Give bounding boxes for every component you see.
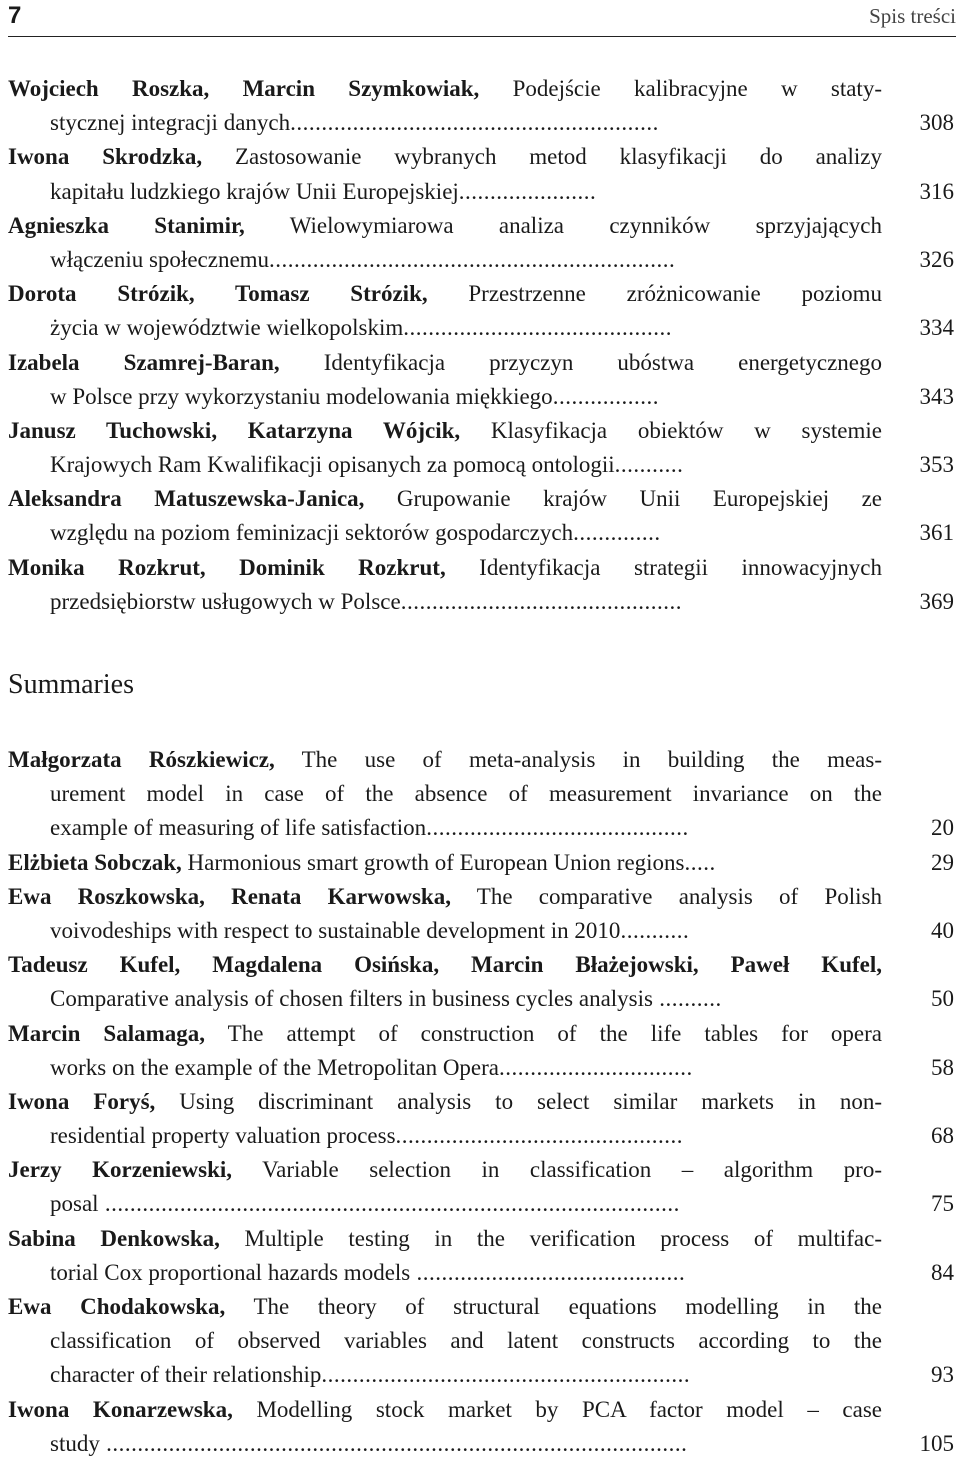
toc-entry-line bbox=[8, 277, 882, 311]
entry-page-number: 326 bbox=[919, 246, 954, 272]
toc-entry-line bbox=[8, 1222, 882, 1256]
toc-entry[interactable] bbox=[8, 1085, 954, 1153]
toc-entry-line bbox=[8, 1324, 882, 1358]
entry-page-number: 316 bbox=[919, 178, 954, 204]
toc-entry[interactable] bbox=[8, 414, 954, 482]
entry-title: Podejście kalibracyjne w staty- bbox=[479, 76, 882, 101]
toc-entry-line bbox=[8, 1119, 882, 1153]
entry-authors: Aleksandra Matuszewska-Janica, bbox=[8, 486, 365, 512]
toc-entry-line bbox=[8, 1393, 882, 1427]
toc-entry-line bbox=[8, 948, 882, 982]
toc-entry[interactable] bbox=[8, 277, 954, 345]
toc-entry-line bbox=[8, 743, 882, 777]
dot-leader: ............................................................................................. bbox=[99, 1430, 688, 1456]
toc-entry-line bbox=[8, 106, 882, 140]
entry-authors: Iwona Foryś, bbox=[8, 1088, 156, 1114]
toc-entry-line bbox=[8, 1427, 882, 1461]
toc-entry[interactable] bbox=[8, 551, 954, 619]
entry-authors: Dorota Strózik, Tomasz Strózik, bbox=[8, 281, 428, 307]
toc-entry-line bbox=[8, 482, 882, 516]
entry-title: torial Cox proportional hazards models bbox=[50, 1259, 411, 1285]
toc-entry-line bbox=[8, 414, 882, 448]
entry-title: kapitału ludzkiego krajów Unii Europejskiej bbox=[50, 178, 459, 204]
toc-entry[interactable] bbox=[8, 482, 954, 550]
toc-entry-line bbox=[8, 551, 882, 585]
entry-authors: Monika Rozkrut, Dominik Rozkrut, bbox=[8, 554, 446, 580]
entry-title: Wielowymiarowa analiza czynników sprzyjających bbox=[244, 212, 882, 238]
entry-title: character of their relationship bbox=[50, 1362, 322, 1388]
entry-authors: Iwona Skrodzka, bbox=[8, 144, 203, 170]
entry-authors: Jerzy Korzeniewski, bbox=[8, 1157, 233, 1183]
entry-page-number: 93 bbox=[931, 1362, 954, 1388]
entry-page-number: 334 bbox=[919, 315, 954, 341]
entry-title: Comparative analysis of chosen filters in business cycles analysis bbox=[50, 986, 653, 1012]
entry-title: The theory of structural equations modelling in the bbox=[225, 1294, 882, 1319]
dot-leader: ............................................. bbox=[400, 588, 682, 614]
entry-page-number: 29 bbox=[931, 849, 954, 875]
entry-title: classification of observed variables and latent constructs according to the bbox=[50, 1328, 882, 1354]
toc-entry[interactable] bbox=[8, 1393, 954, 1461]
entry-title: Zastosowanie wybranych metod klasyfikacji do analizy bbox=[202, 144, 882, 170]
toc-entry-line bbox=[8, 346, 882, 380]
toc-entry[interactable] bbox=[8, 880, 954, 948]
toc-entry[interactable] bbox=[8, 209, 954, 277]
dot-leader: ........................................................... bbox=[290, 110, 659, 136]
entry-title: Grupowanie krajów Unii Europejskiej ze bbox=[364, 486, 882, 512]
entry-title: Krajowych Ram Kwalifikacji opisanych za pomocą ontologii bbox=[50, 452, 615, 478]
entry-title: życia w województwie wielkopolskim bbox=[50, 315, 404, 341]
entry-title: Identyfikacja przyczyn ubóstwa energetycznego bbox=[279, 349, 882, 375]
entry-title: przedsiębiorstw usługowych w Polsce bbox=[50, 588, 401, 614]
toc-entry-line bbox=[8, 209, 882, 243]
entry-title: włączeniu społecznemu bbox=[50, 246, 270, 272]
entry-authors: Izabela Szamrej-Baran, bbox=[8, 349, 280, 375]
dot-leader: .......................................... bbox=[426, 815, 689, 841]
toc-entry-line bbox=[8, 1051, 882, 1085]
entry-title: The attempt of construction of the life tables for opera bbox=[205, 1020, 882, 1046]
toc-polish-section bbox=[8, 72, 954, 619]
toc-entry-line bbox=[8, 1358, 882, 1392]
page-number: 7 bbox=[8, 2, 22, 29]
toc-entry-line bbox=[8, 1017, 882, 1051]
toc-entry-line bbox=[8, 1256, 882, 1290]
entry-title: względu na poziom feminizacji sektorów gospodarczych bbox=[50, 520, 574, 546]
entry-title: Modelling stock market by PCA factor model – case bbox=[232, 1396, 882, 1422]
entry-authors: Małgorzata Rószkiewicz, bbox=[8, 747, 275, 772]
toc-entry-line bbox=[8, 1187, 882, 1221]
toc-entry-line bbox=[8, 243, 882, 277]
dot-leader: ............................... bbox=[499, 1054, 693, 1080]
toc-entry-line bbox=[8, 1153, 882, 1187]
entry-page-number: 75 bbox=[931, 1191, 954, 1217]
entry-page-number: 105 bbox=[919, 1430, 954, 1456]
entry-authors: Ewa Roszkowska, Renata Karwowska, bbox=[8, 883, 451, 909]
entry-title: Harmonious smart growth of European Union regions bbox=[181, 849, 685, 875]
entry-page-number: 40 bbox=[931, 917, 954, 943]
dot-leader: ..... bbox=[684, 849, 716, 875]
entry-page-number: 361 bbox=[919, 520, 954, 546]
toc-entry-line bbox=[8, 982, 882, 1016]
entry-title: voivodeships with respect to sustainable development in 2010 bbox=[50, 917, 621, 943]
entry-title: The comparative analysis of Polish bbox=[450, 883, 882, 909]
dot-leader: .............. bbox=[573, 520, 661, 546]
entry-page-number: 58 bbox=[931, 1054, 954, 1080]
entry-authors: Wojciech Roszka, Marcin Szymkowiak, bbox=[8, 76, 480, 101]
page-header bbox=[8, 0, 956, 37]
entry-title: example of measuring of life satisfaction bbox=[50, 815, 427, 841]
dot-leader: ................. bbox=[552, 383, 659, 409]
toc-entry[interactable] bbox=[8, 743, 954, 846]
toc-entry[interactable] bbox=[8, 346, 954, 414]
entry-title: Klasyfikacja obiektów w systemie bbox=[460, 417, 882, 443]
entry-authors: Elżbieta Sobczak, bbox=[8, 849, 182, 875]
dot-leader: ........... bbox=[614, 452, 684, 478]
entry-authors: Marcin Salamaga, bbox=[8, 1020, 206, 1046]
toc-entry-line bbox=[8, 1290, 882, 1324]
entry-title: Identyfikacja strategii innowacyjnych bbox=[445, 554, 882, 580]
entry-title: stycznej integracji danych bbox=[50, 110, 291, 136]
entry-page-number: 68 bbox=[931, 1123, 954, 1149]
dot-leader: ........................................... bbox=[403, 315, 672, 341]
entry-title: posal bbox=[50, 1191, 99, 1217]
toc-entry[interactable] bbox=[8, 1290, 954, 1393]
toc-entry-line bbox=[8, 72, 882, 106]
entry-title: Przestrzenne zróżnicowanie poziomu bbox=[427, 281, 882, 307]
toc-entry[interactable] bbox=[8, 72, 954, 140]
dot-leader: ........................................... bbox=[410, 1259, 686, 1285]
entry-authors: Sabina Denkowska, bbox=[8, 1225, 220, 1251]
entry-authors: Janusz Tuchowski, Katarzyna Wójcik, bbox=[8, 417, 461, 443]
entry-title: Variable selection in classification – algorithm pro- bbox=[232, 1157, 882, 1183]
toc-entry-line bbox=[8, 880, 882, 914]
toc-entry-line bbox=[8, 140, 882, 174]
dot-leader: ........... bbox=[620, 917, 690, 943]
entry-title: residential property valuation process bbox=[50, 1123, 396, 1149]
toc-entry-line bbox=[8, 585, 882, 619]
running-head: Spis treści bbox=[869, 4, 956, 28]
entry-page-number: 50 bbox=[931, 986, 954, 1012]
toc-summaries-section bbox=[8, 743, 954, 1461]
entry-page-number: 84 bbox=[931, 1259, 954, 1285]
entry-authors: Agnieszka Stanimir, bbox=[8, 212, 245, 238]
toc-entry[interactable] bbox=[8, 846, 954, 880]
summaries-heading: Summaries bbox=[8, 669, 134, 700]
dot-leader: .............................................. bbox=[395, 1123, 684, 1149]
toc-entry-line bbox=[8, 311, 882, 345]
entry-title: The use of meta-analysis in building the meas- bbox=[274, 747, 882, 772]
entry-title: urement model in case of the absence of measurement invariance on the bbox=[50, 781, 882, 807]
dot-leader: .......... bbox=[652, 986, 722, 1012]
entry-title: Using discriminant analysis to select similar markets in non- bbox=[155, 1088, 882, 1114]
entry-page-number: 369 bbox=[919, 588, 954, 614]
entry-page-number: 20 bbox=[931, 815, 954, 841]
entry-title: w Polsce przy wykorzystaniu modelowania miękkiego bbox=[50, 383, 553, 409]
toc-entry[interactable] bbox=[8, 1017, 954, 1085]
entry-authors: Ewa Chodakowska, bbox=[8, 1294, 226, 1319]
toc-entry-line bbox=[8, 516, 882, 550]
toc-entry[interactable] bbox=[8, 1153, 954, 1221]
toc-entry-line bbox=[8, 380, 882, 414]
entry-title: Multiple testing in the verification process of multifac- bbox=[219, 1225, 882, 1251]
toc-entry-line bbox=[8, 175, 882, 209]
entry-page-number: 308 bbox=[919, 110, 954, 136]
entry-authors: Iwona Konarzewska, bbox=[8, 1396, 233, 1422]
entry-authors: Tadeusz Kufel, Magdalena Osińska, Marcin Błażejowski, Paweł Kufel, bbox=[8, 952, 882, 978]
toc-entry-line bbox=[8, 777, 882, 811]
toc-entry-line bbox=[8, 811, 882, 845]
entry-title: study bbox=[50, 1430, 100, 1456]
toc-entry-line bbox=[8, 846, 882, 880]
toc-entry-line bbox=[8, 914, 882, 948]
toc-entry-line bbox=[8, 448, 882, 482]
dot-leader: ................................................................. bbox=[269, 246, 676, 272]
dot-leader: ............................................................................................ bbox=[98, 1191, 680, 1217]
toc-entry[interactable] bbox=[8, 948, 954, 1016]
entry-title: works on the example of the Metropolitan Opera bbox=[50, 1054, 500, 1080]
dot-leader: ........................................................... bbox=[321, 1362, 691, 1388]
toc-entry[interactable] bbox=[8, 140, 954, 208]
toc-entry-line bbox=[8, 1085, 882, 1119]
toc-entry[interactable] bbox=[8, 1222, 954, 1290]
entry-page-number: 343 bbox=[919, 383, 954, 409]
entry-page-number: 353 bbox=[919, 452, 954, 478]
dot-leader: ...................... bbox=[458, 178, 597, 204]
